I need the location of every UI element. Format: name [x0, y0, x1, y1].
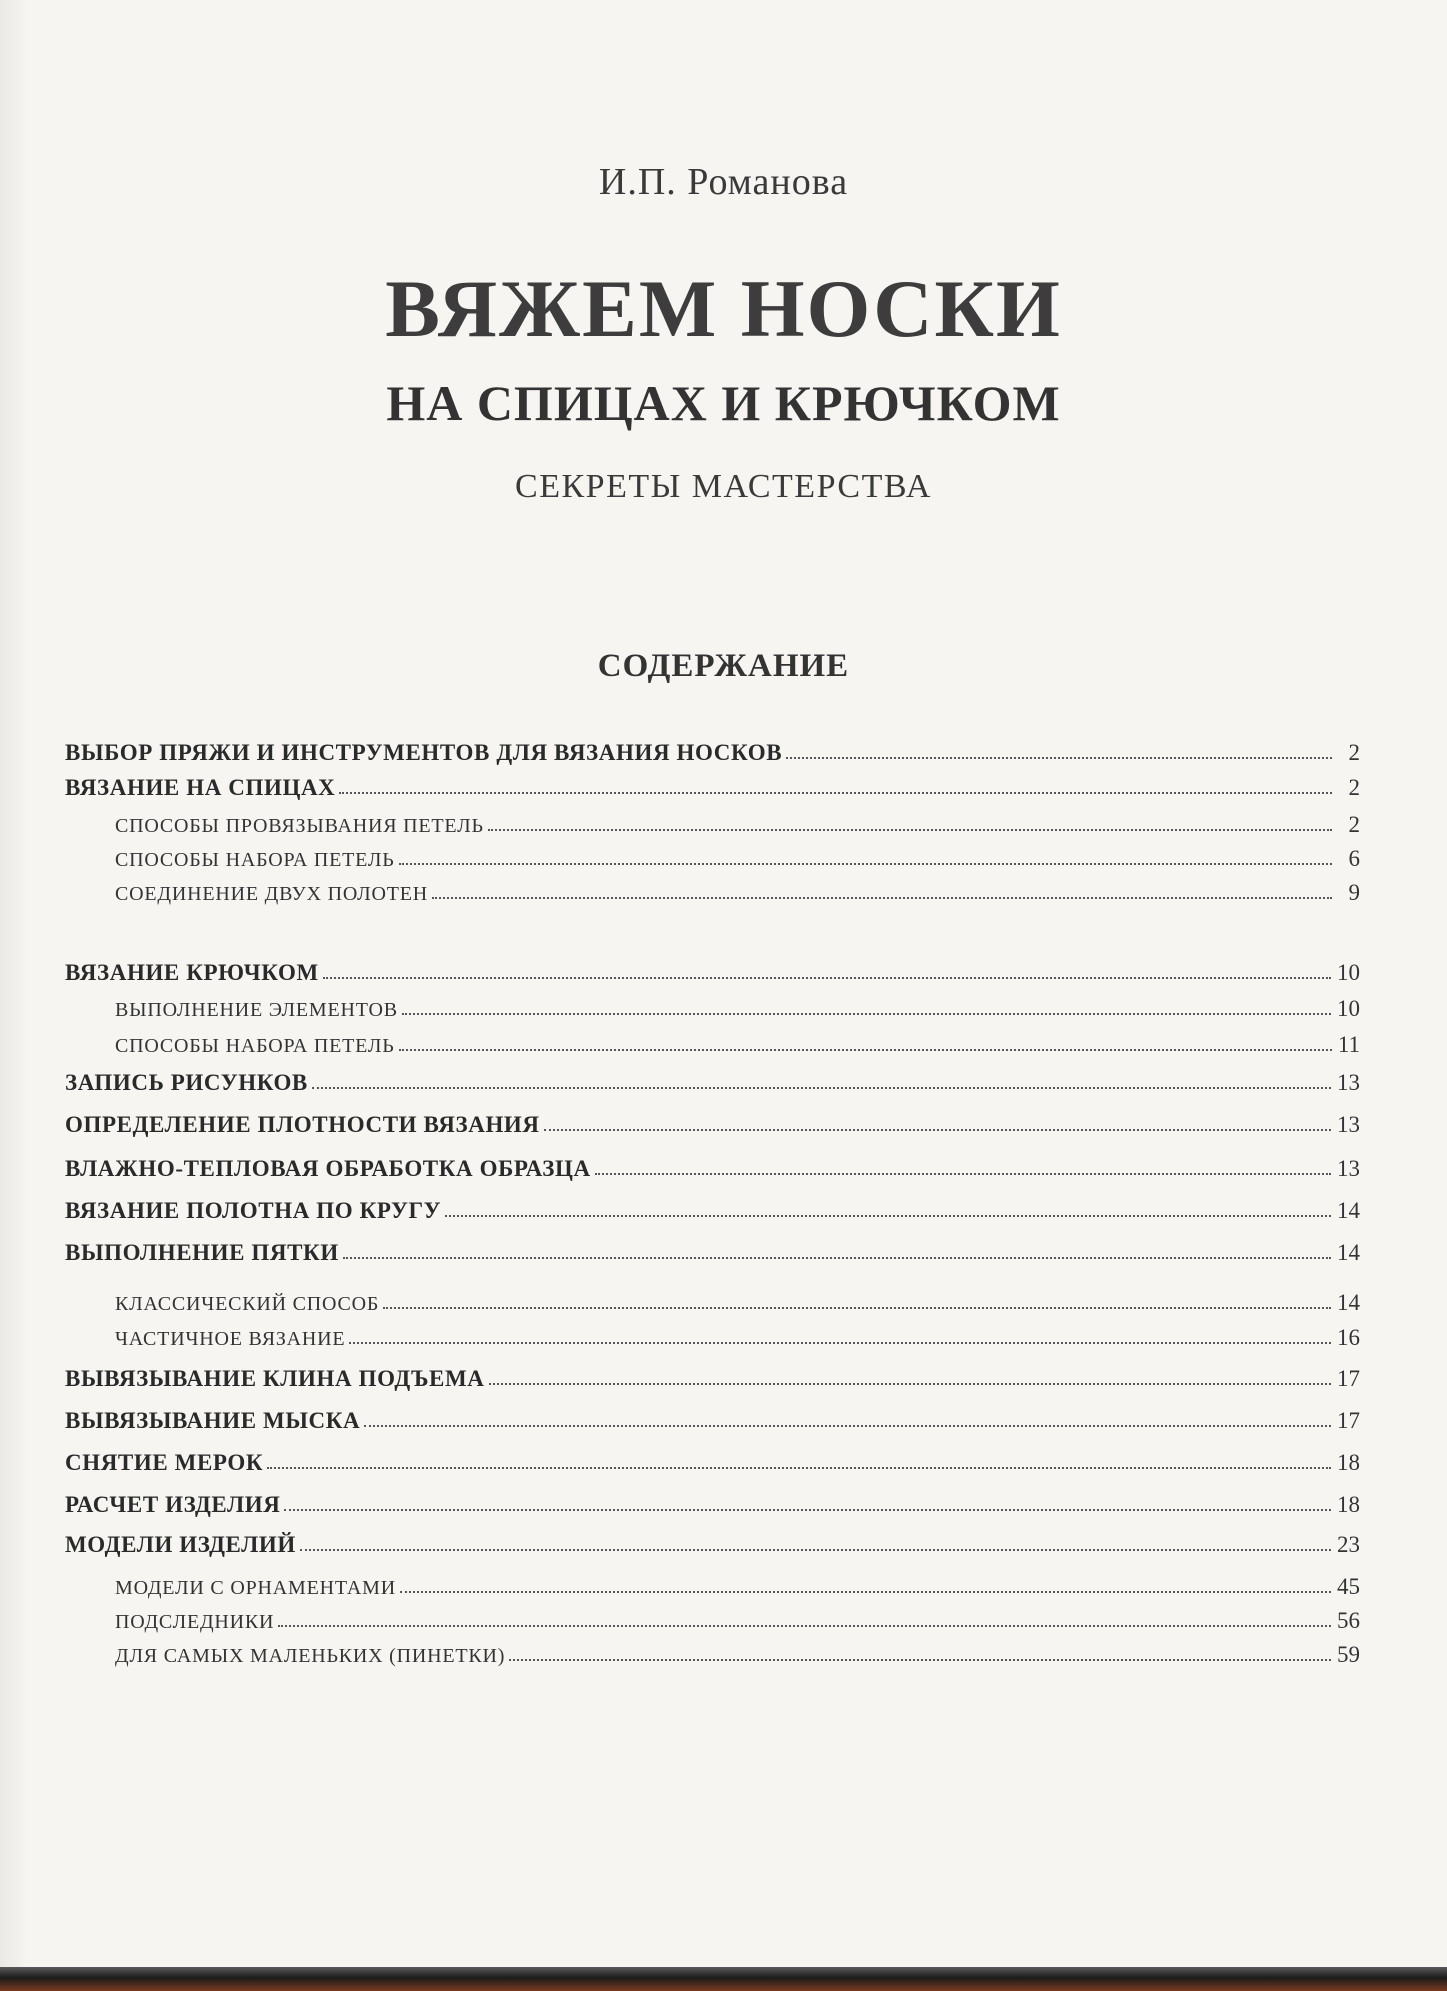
dot-leader — [323, 976, 1331, 979]
toc-entry-label: ВЫВЯЗЫВАНИЕ КЛИНА ПОДЪЕМА — [65, 1366, 485, 1391]
toc-entry-label: ВЯЗАНИЕ НА СПИЦАХ — [65, 775, 336, 800]
toc-subentry — [65, 1574, 1360, 1600]
toc-page-number: 16 — [1337, 1325, 1360, 1350]
toc-page-number: 18 — [1337, 1450, 1360, 1475]
toc-entry — [65, 1492, 1360, 1518]
toc-entry-label: МОДЕЛИ ИЗДЕЛИЙ — [65, 1532, 296, 1557]
toc-entry-label: ДЛЯ САМЫХ МАЛЕНЬКИХ (ПИНЕТКИ) — [115, 1645, 506, 1667]
toc-subentry — [65, 1608, 1360, 1634]
book-subtitle: НА СПИЦАХ И КРЮЧКОМ — [386, 375, 1061, 431]
toc-page-number: 56 — [1337, 1608, 1360, 1633]
toc-page-number: 59 — [1337, 1642, 1360, 1667]
toc-page-number: 13 — [1337, 1156, 1360, 1181]
dot-leader — [399, 862, 1332, 865]
toc-entry — [65, 1240, 1360, 1266]
toc-entry-label: ВЫБОР ПРЯЖИ И ИНСТРУМЕНТОВ ДЛЯ ВЯЗАНИЯ НОСКОВ — [65, 740, 783, 765]
toc-page-number: 10 — [1337, 960, 1360, 985]
toc-subentry — [65, 996, 1360, 1022]
toc-subentry — [65, 1325, 1360, 1351]
dot-leader — [595, 1172, 1331, 1175]
toc-subentry — [65, 1290, 1360, 1316]
toc-entry — [65, 1366, 1360, 1392]
dot-leader — [400, 1590, 1331, 1593]
toc-entry-label: ВЫВЯЗЫВАНИЕ МЫСКА — [65, 1408, 361, 1433]
toc-entry — [65, 1198, 1360, 1224]
toc-entry-label: СПОСОБЫ НАБОРА ПЕТЕЛЬ — [115, 849, 395, 871]
toc-subentry — [65, 812, 1360, 838]
dot-leader — [544, 1128, 1331, 1131]
author-name: И.П. Романова — [598, 161, 849, 203]
toc-entry-label: ВЛАЖНО-ТЕПЛОВАЯ ОБРАБОТКА ОБРАЗЦА — [65, 1156, 591, 1181]
toc-entry-label: ПОДСЛЕДНИКИ — [115, 1611, 275, 1633]
toc-entry — [65, 775, 1360, 801]
toc-entry-label: ВЫПОЛНЕНИЕ ЭЛЕМЕНТОВ — [115, 999, 398, 1021]
book-tagline: СЕКРЕТЫ МАСТЕРСТВА — [515, 468, 932, 505]
toc-entry-label: ЗАПИСЬ РИСУНКОВ — [65, 1070, 308, 1095]
toc-entry — [65, 1450, 1360, 1476]
toc-page-number: 14 — [1337, 1240, 1360, 1265]
dot-leader — [399, 1048, 1332, 1051]
toc-entry-label: МОДЕЛИ С ОРНАМЕНТАМИ — [115, 1577, 396, 1599]
toc-entry-label: СОЕДИНЕНИЕ ДВУХ ПОЛОТЕН — [115, 883, 428, 905]
toc-entry-label: СПОСОБЫ ПРОВЯЗЫВАНИЯ ПЕТЕЛЬ — [115, 815, 484, 837]
toc-entry — [65, 1156, 1360, 1182]
toc-entry — [65, 1112, 1360, 1138]
toc-entry-label: СНЯТИЕ МЕРОК — [65, 1450, 264, 1475]
toc-entry-label: ВЯЗАНИЕ ПОЛОТНА ПО КРУГУ — [65, 1198, 442, 1223]
toc-entry-label: ОПРЕДЕЛЕНИЕ ПЛОТНОСТИ ВЯЗАНИЯ — [65, 1112, 540, 1137]
dot-leader — [445, 1214, 1331, 1217]
dot-leader — [488, 828, 1332, 831]
toc-entry-label: ЧАСТИЧНОЕ ВЯЗАНИЕ — [115, 1328, 346, 1350]
toc-page-number: 2 — [1348, 775, 1360, 800]
toc-page-number: 13 — [1337, 1112, 1360, 1137]
toc-page-number: 11 — [1337, 1032, 1360, 1057]
toc-entry-label: КЛАССИЧЕСКИЙ СПОСОБ — [115, 1293, 380, 1315]
toc-page-number: 9 — [1348, 880, 1360, 905]
toc-page-number: 18 — [1337, 1492, 1360, 1517]
toc-page-number: 17 — [1337, 1366, 1360, 1391]
toc-entry — [65, 960, 1360, 986]
toc-subentry — [65, 1032, 1360, 1058]
toc-page-number: 2 — [1348, 812, 1360, 837]
dot-leader — [509, 1658, 1331, 1661]
toc-page-number: 23 — [1337, 1532, 1360, 1557]
dot-leader — [278, 1624, 1331, 1627]
toc-subentry — [65, 846, 1360, 872]
book-title: ВЯЖЕМ НОСКИ — [385, 263, 1062, 354]
toc-entry-label: РАСЧЕТ ИЗДЕЛИЯ — [65, 1492, 281, 1517]
scan-bottom-edge — [0, 1967, 1447, 1991]
toc-page-number: 14 — [1337, 1198, 1360, 1223]
dot-leader — [432, 896, 1332, 899]
dot-leader — [339, 791, 1332, 794]
toc-entry — [65, 740, 1360, 766]
toc-heading: СОДЕРЖАНИЕ — [597, 648, 850, 684]
toc-entry — [65, 1532, 1360, 1558]
dot-leader — [383, 1306, 1331, 1309]
dot-leader — [786, 756, 1332, 759]
dot-leader — [364, 1424, 1331, 1427]
toc-entry-label: ВЫПОЛНЕНИЕ ПЯТКИ — [65, 1240, 339, 1265]
toc-page-number: 14 — [1337, 1290, 1360, 1315]
dot-leader — [402, 1012, 1331, 1015]
dot-leader — [300, 1548, 1331, 1551]
dot-leader — [349, 1341, 1331, 1344]
toc-page-number: 2 — [1348, 740, 1360, 765]
toc-entry-label: СПОСОБЫ НАБОРА ПЕТЕЛЬ — [115, 1035, 395, 1057]
toc-page-number: 6 — [1348, 846, 1360, 871]
toc-page-number: 13 — [1337, 1070, 1360, 1095]
dot-leader — [312, 1086, 1331, 1089]
toc-entry — [65, 1408, 1360, 1434]
dot-leader — [267, 1466, 1331, 1469]
dot-leader — [489, 1382, 1332, 1385]
toc-entry-label: ВЯЗАНИЕ КРЮЧКОМ — [65, 960, 319, 985]
dot-leader — [343, 1256, 1331, 1259]
toc-page-number: 45 — [1337, 1574, 1360, 1599]
toc-page-number: 10 — [1337, 996, 1360, 1021]
toc-entry — [65, 1070, 1360, 1096]
dot-leader — [284, 1508, 1331, 1511]
toc-subentry — [65, 880, 1360, 906]
toc-page-number: 17 — [1337, 1408, 1360, 1433]
toc-subentry — [65, 1642, 1360, 1668]
